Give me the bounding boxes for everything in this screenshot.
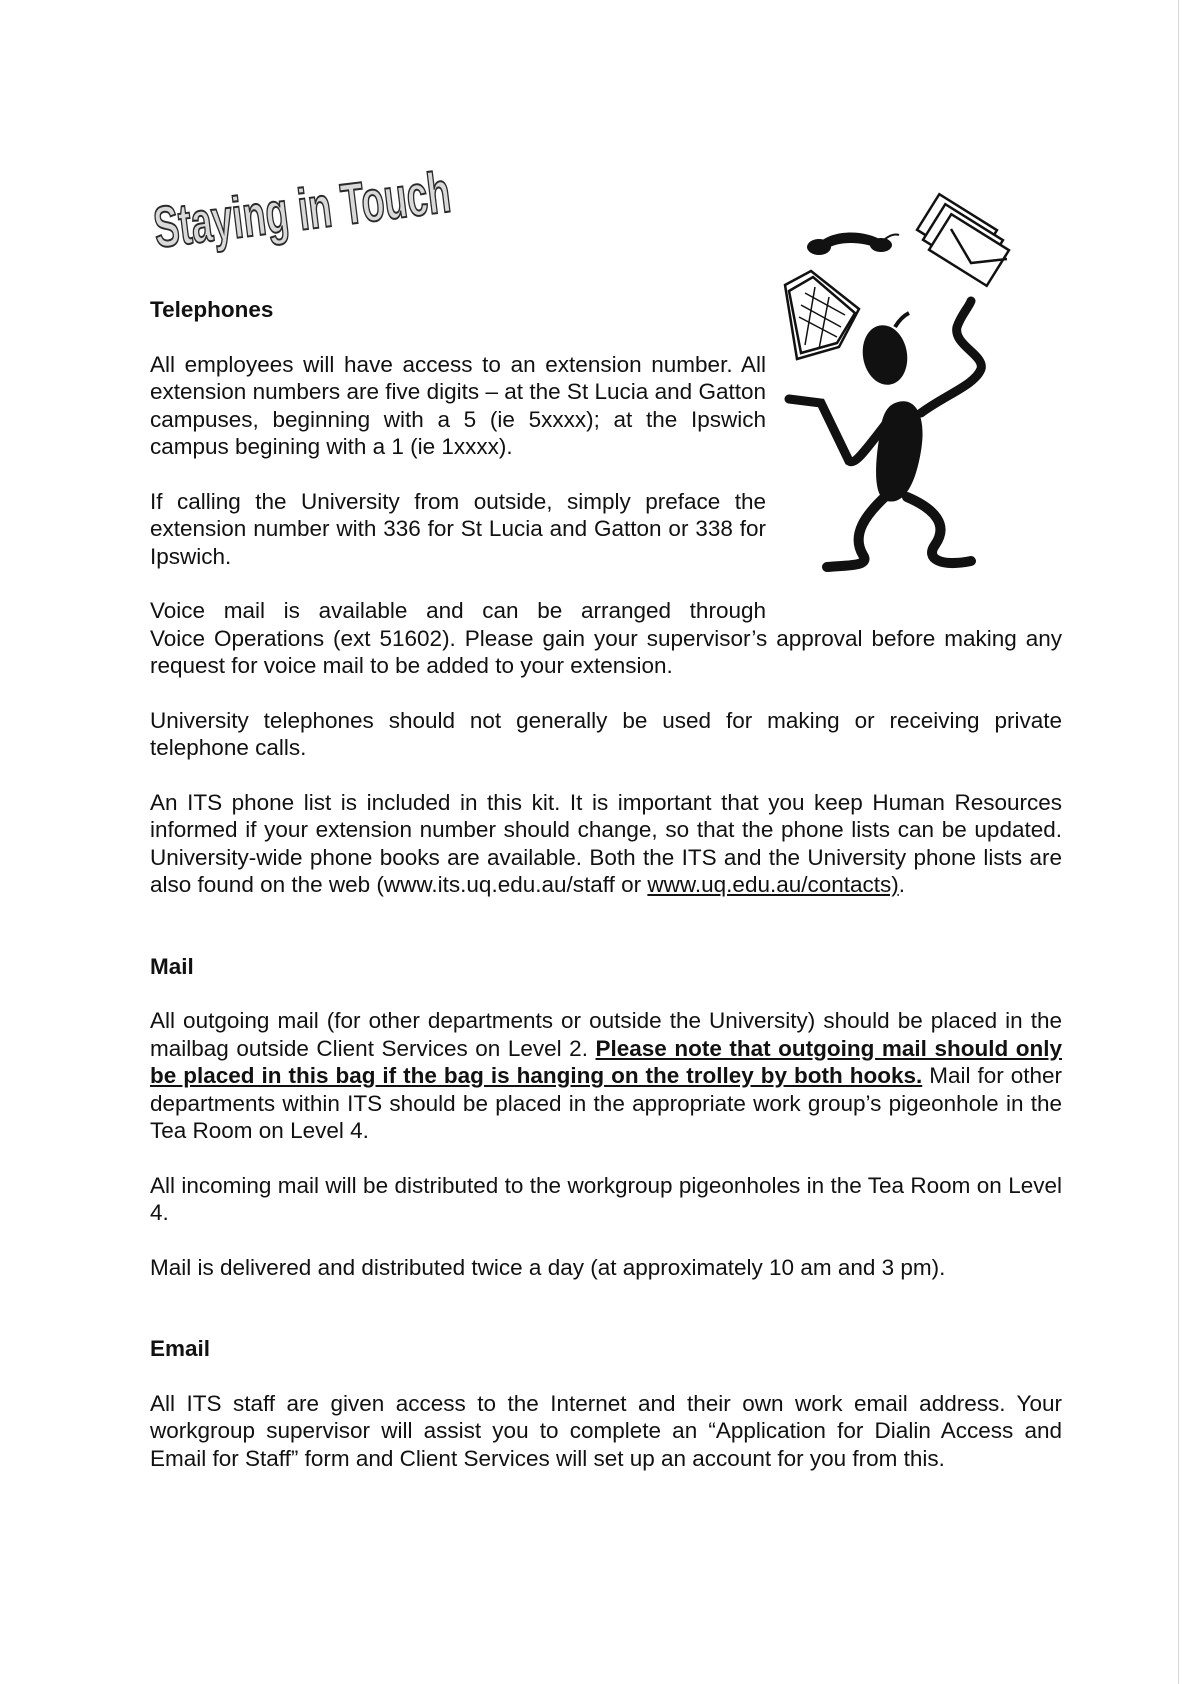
email-heading: Email [150, 1336, 211, 1361]
mail-bag-notice: Please note that outgoing mail should only be placed in this bag if the bag is hanging on the trolley by both hooks. [150, 1035, 1062, 1088]
document-body [150, 296, 1062, 1472]
contacts-link[interactable]: www.uq.edu.au/contacts) [647, 872, 899, 897]
page-title-art [148, 132, 618, 261]
phone-handset-icon [807, 232, 899, 255]
envelope-stack-icon [917, 194, 1009, 286]
telephones-paragraph-2: If calling the University from outside, simply preface the extension number with 336 for St Lucia and Gatton or 338 for Ipswich. [150, 488, 766, 569]
email-paragraph-1: All ITS staff are given access to the Internet and their own work email address. Your workgroup supervisor will assist you to complete an “Application for Dialin Access and Email for Staff” form and Client Services will set up an account for you from this. [150, 1390, 1062, 1471]
telephones-paragraph-5-end: . [898, 872, 906, 897]
mail-paragraph-1-rest: Mail for other departments within ITS should be placed in the appropriate work group’s pigeonhole in the Tea Room on Level 4. [150, 1063, 1062, 1143]
telephones-paragraph-3-line-1: Voice mail is available and can be arranged through [150, 598, 766, 623]
mail-paragraph-1 [150, 1007, 1062, 1145]
mail-heading: Mail [150, 953, 194, 979]
telephones-paragraph-3-rest: Voice Operations (ext 51602). Please gain your supervisor’s approval before making any request for voice mail to be added to your extension. [150, 625, 1062, 678]
telephones-paragraph-5-text: An ITS phone list is included in this kit. It is important that you keep Human Resources informed if your extension number should change, so that the phone lists can be updated. University-wide phone books are available. Both the ITS and the University phone lists are also found on the web (www.its.uq.edu.au/staff or [150, 789, 1062, 897]
page-title: Staying in Touch [150, 139, 618, 261]
telephones-heading: Telephones [150, 297, 274, 322]
page-edge [1178, 0, 1179, 1684]
telephones-paragraph-5 [150, 789, 1062, 899]
telephones-paragraph-1: All employees will have access to an extension number. All extension numbers are five digits – at the St Lucia and Gatton campuses, beginning with a 5 (ie 5xxxx); at the Ipswich campus begining with a 1 (ie 1xxxx). [150, 351, 766, 459]
mail-paragraph-3: Mail is delivered and distributed twice a day (at approximately 10 am and 3 pm). [150, 1254, 946, 1280]
telephones-paragraph-4: University telephones should not generally be used for making or receiving private telephone calls. [150, 707, 1062, 760]
mail-paragraph-2: All incoming mail will be distributed to the workgroup pigeonholes in the Tea Room on Level 4. [150, 1172, 1062, 1225]
mail-paragraph-1-intro: All outgoing mail (for other departments or outside the University) should be placed in the mailbag outside Client Services on Level 2. [150, 1008, 1062, 1061]
